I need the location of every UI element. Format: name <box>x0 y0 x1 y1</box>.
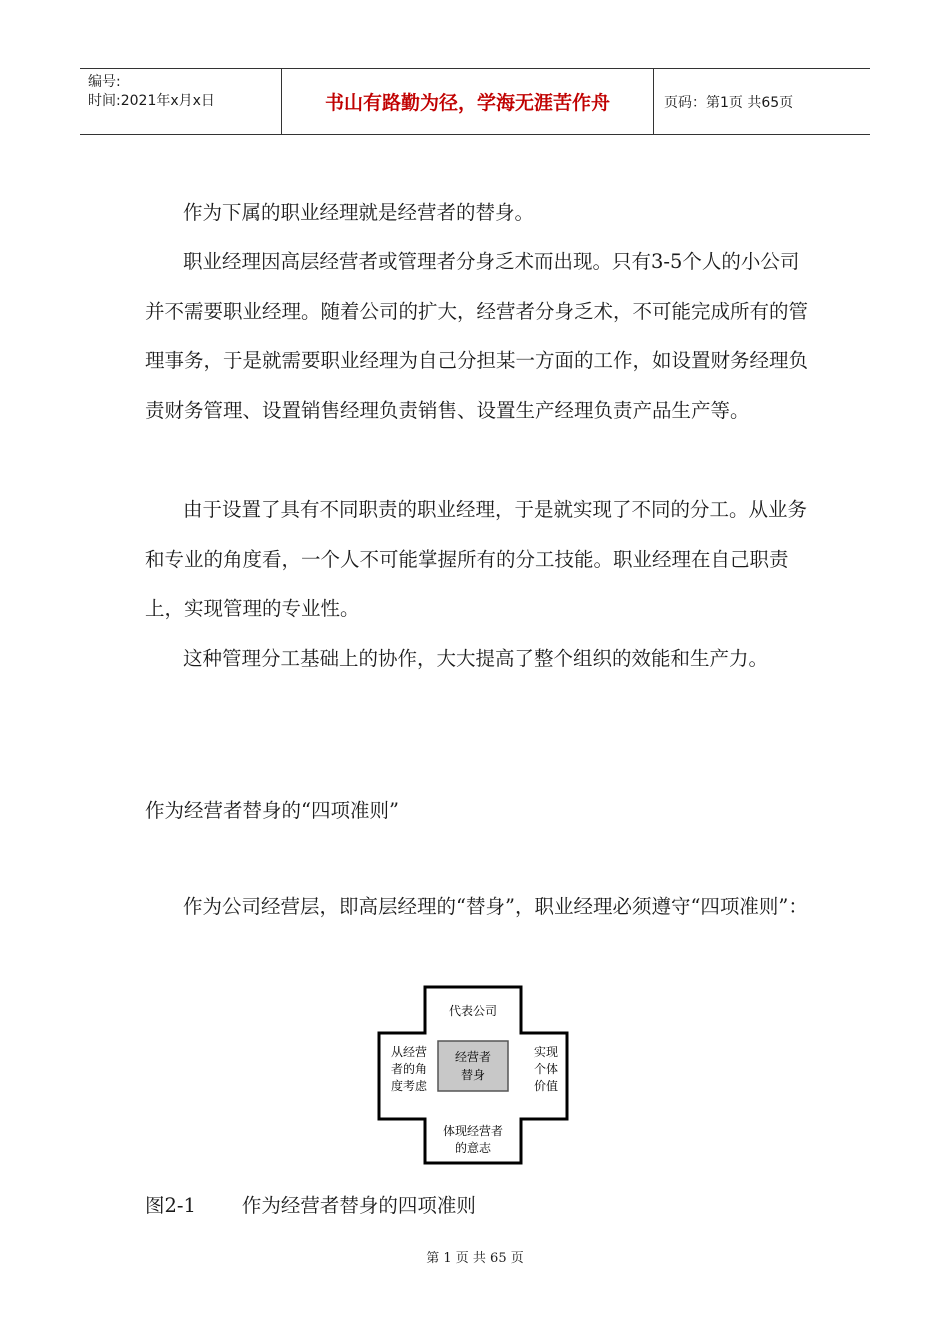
page-footer: 第 1 页 共 65 页 <box>426 1251 524 1266</box>
paragraph-3: 由于设置了具有不同职责的职业经理，于是就实现了不同的分工。从业务和专业的角度看，一个人不可能掌握所有的分工技能。职业经理在自己职责上，实现管理的专业性。 <box>145 498 808 620</box>
paragraph-4: 这种管理分工基础上的协作，大大提高了整个组织的效能和生产力。 <box>183 647 769 670</box>
paragraph-1: 作为下属的职业经理就是经营者的替身。 <box>183 201 535 224</box>
number-label: 编号: <box>88 74 121 90</box>
intro-paragraph: 作为公司经营层，即高层经理的“替身”，职业经理必须遵守“四项准则”： <box>183 895 808 918</box>
diagram-top-text: 代表公司 <box>448 1004 498 1018</box>
diagram-center-line-2: 替身 <box>460 1068 486 1082</box>
diagram-left-line-3: 度考虑 <box>390 1079 428 1093</box>
page-header <box>80 68 870 135</box>
figure-label: 图2-1 <box>145 1194 196 1217</box>
header-page-info: 页码：第1页 共65页 <box>664 94 794 111</box>
section-heading: 作为经营者替身的“四项准则” <box>145 799 399 822</box>
header-motto: 书山有路勤为径，学海无涯苦作舟 <box>282 69 654 134</box>
paragraph-2: 职业经理因高层经营者或管理者分身乏术而出现。只有3-5个人的小公司并不需要职业经理。随着公司的扩大，经营者分身乏术，不可能完成所有的管理事务，于是就需要职业经理为自己分担某一方面的工作，如设置财务经理负责财务管理、设置销售经理负责销售、设置生产经理负责产品生产等。 <box>145 250 809 422</box>
figure-caption <box>145 1190 476 1218</box>
header-meta <box>80 69 282 134</box>
diagram-right-line-3: 价值 <box>533 1079 559 1093</box>
diagram-center-line-1: 经营者 <box>454 1050 492 1064</box>
figure-title: 作为经营者替身的四项准则 <box>241 1194 476 1217</box>
diagram-bottom-line-1: 体现经营者 <box>442 1124 504 1138</box>
diagram-bottom-line-2: 的意志 <box>454 1141 492 1155</box>
diagram-left-line-1: 从经营 <box>390 1045 428 1059</box>
diagram-right-line-2: 个体 <box>533 1062 559 1076</box>
diagram-center-box <box>438 1041 508 1091</box>
time-label: 时间:2021年x月x日 <box>88 93 215 109</box>
four-principles-diagram <box>377 985 569 1165</box>
diagram-right-line-1: 实现 <box>533 1045 559 1059</box>
diagram-left-line-2: 者的角 <box>390 1062 428 1076</box>
